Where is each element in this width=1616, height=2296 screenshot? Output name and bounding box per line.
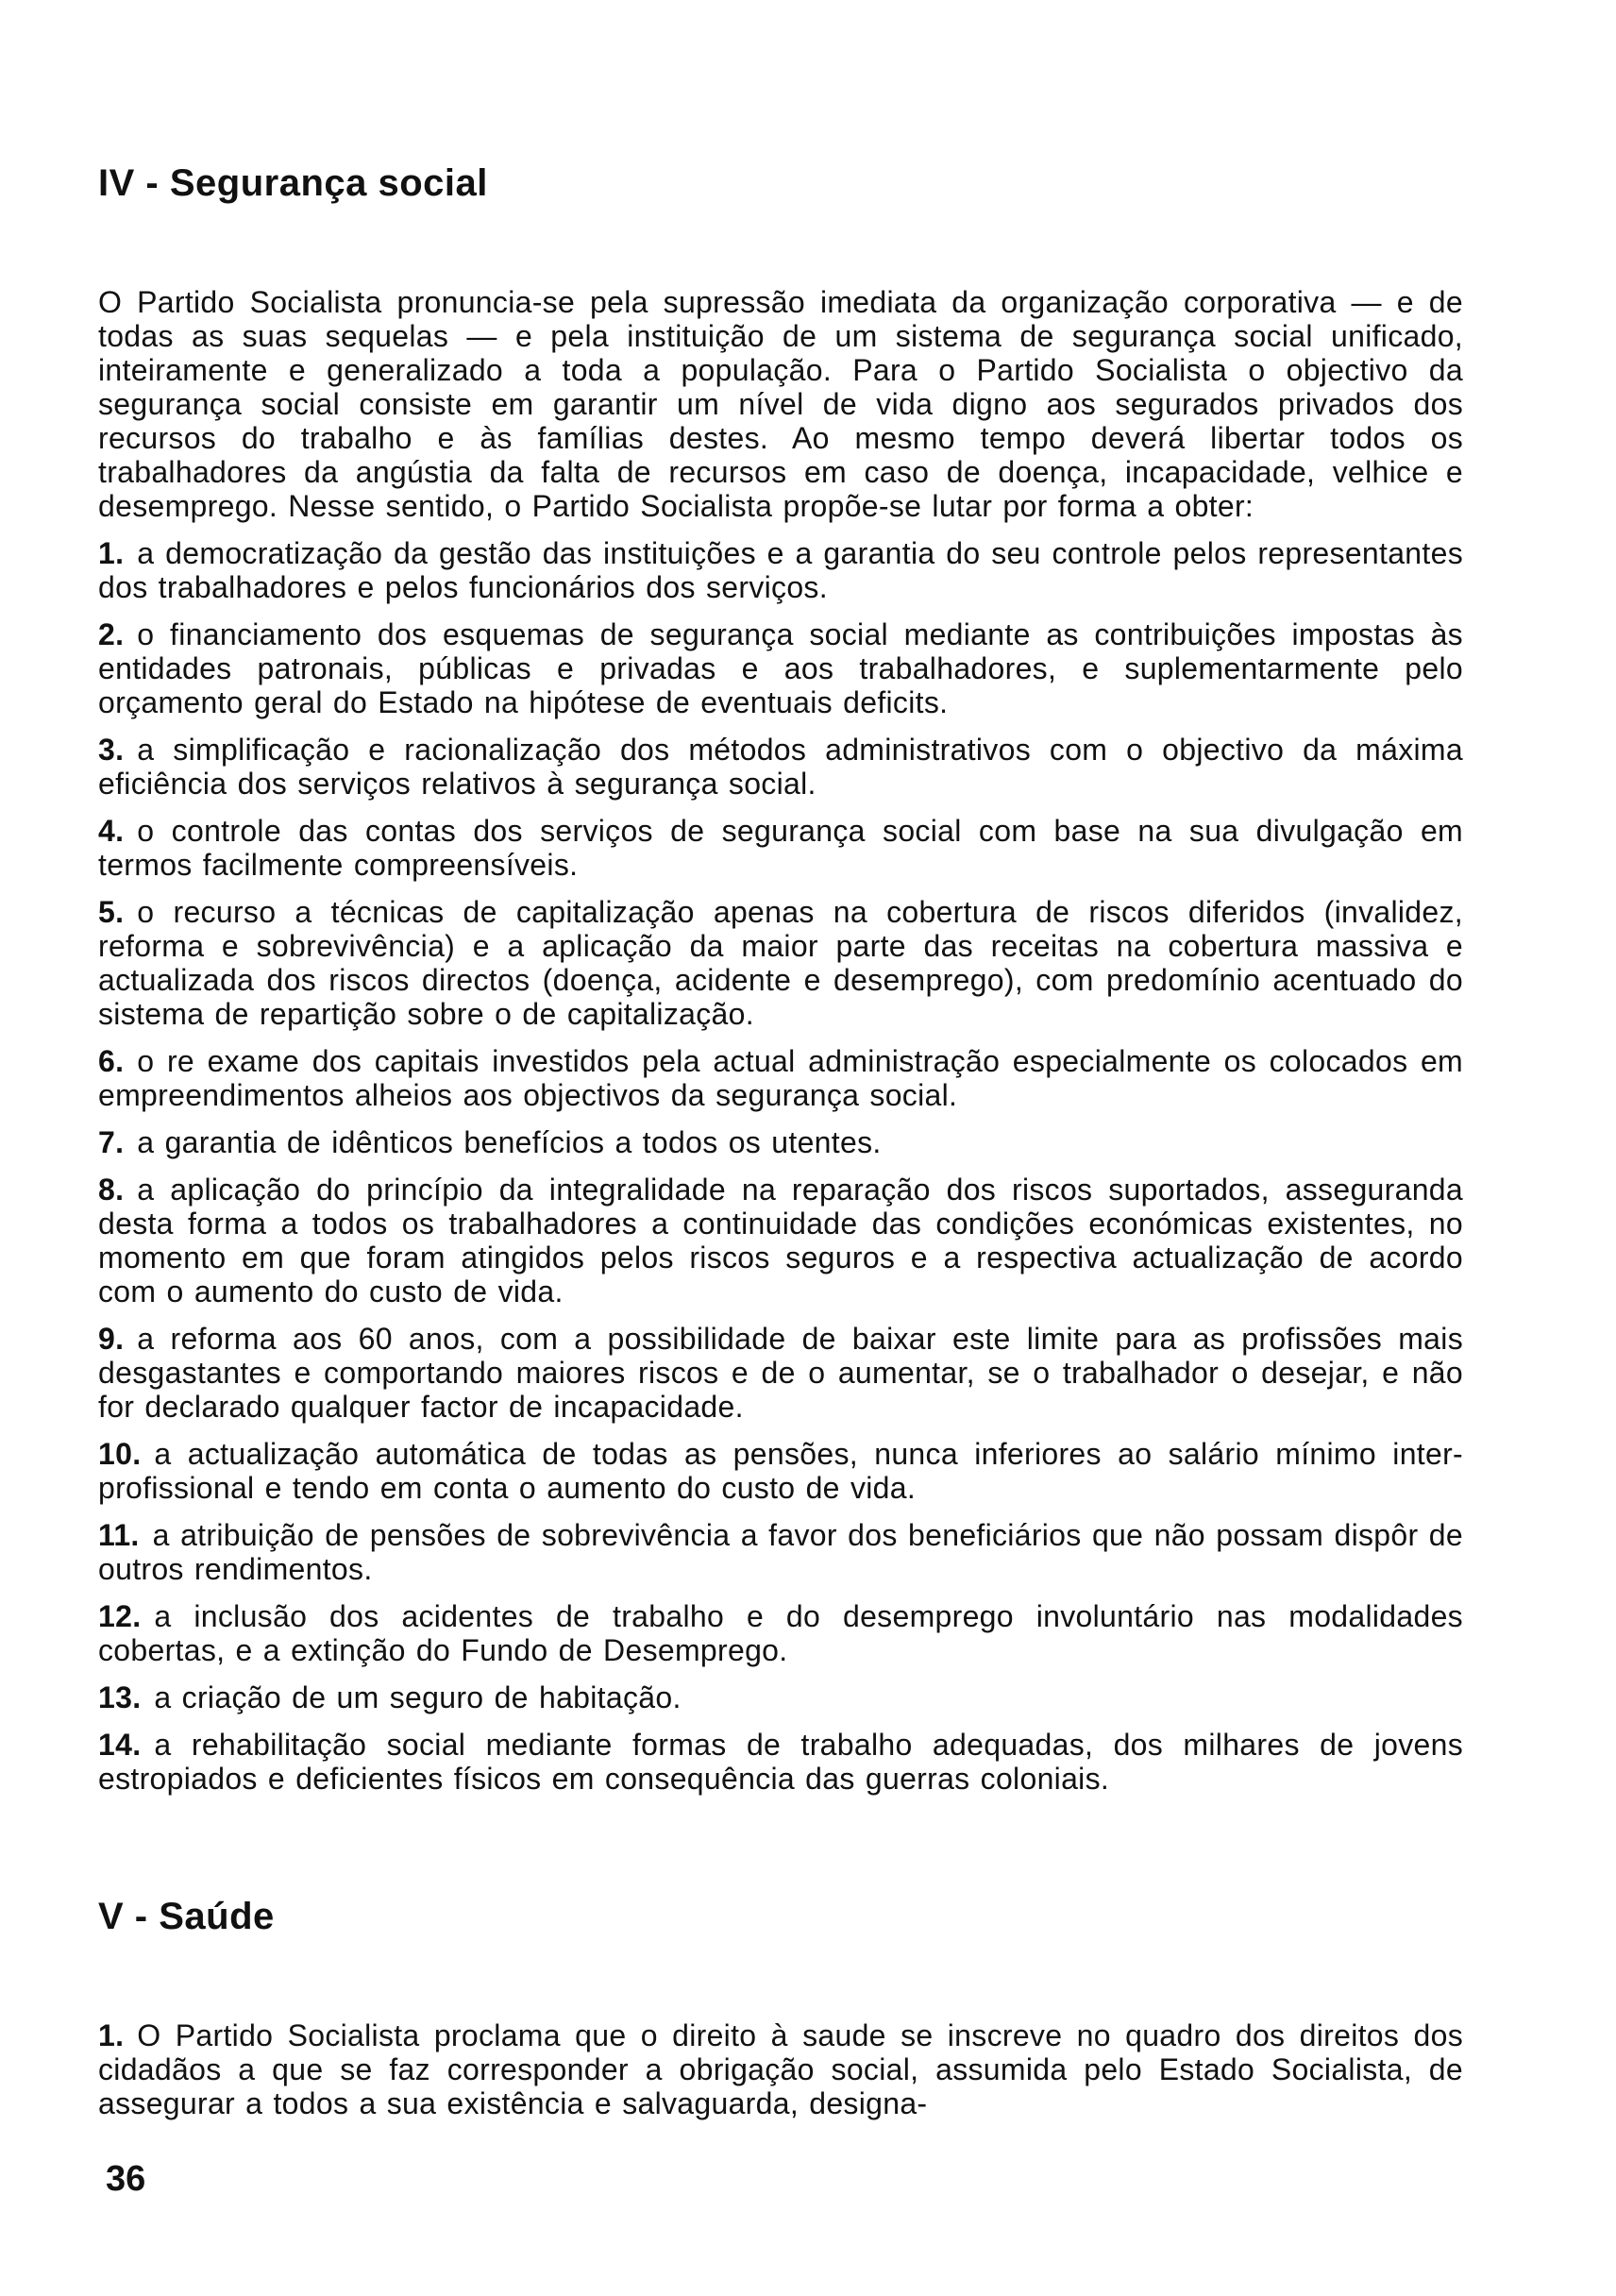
list-item: 8. a aplicação do princípio da integralidade na reparação dos riscos suportados, asseguranda desta forma a todos os trabalhadores a continuidade das condições económicas existentes, no momento em que foram atingidos pelos riscos seguros e a respectiva actualização de acordo com o aumento do custo de vida. — [98, 1173, 1463, 1308]
list-item: 13. a criação de um seguro de habitação. — [98, 1680, 682, 1714]
list-item: 2. o financiamento dos esquemas de segurança social mediante as contribuições impostas às entidades patronais, públicas e privadas e aos trabalhadores, e suplementarmente pelo orçamento geral do Estado na hipótese de eventuais deficits. — [98, 617, 1463, 719]
list-item: 3. a simplificação e racionalização dos métodos administrativos com o objectivo da máxima eficiência dos serviços relativos à segurança social. — [98, 733, 1463, 801]
list-item: 1. O Partido Socialista proclama que o direito à saude se inscreve no quadro dos direitos dos cidadãos a que se faz corresponder a obrigação social, assumida pelo Estado Socialista, de assegurar a todos a sua existência e salvaguarda, designa- — [98, 2018, 1463, 2120]
page-number: 36 — [106, 2159, 146, 2199]
seguranca-social-list — [98, 536, 1463, 1796]
list-item: 11. a atribuição de pensões de sobrevivência a favor dos beneficiários que não possam dispôr de outros rendimentos. — [98, 1518, 1463, 1586]
section-heading-saude: V - Saúde — [98, 1896, 275, 1937]
section-intro-paragraph: O Partido Socialista pronuncia-se pela supressão imediata da organização corporativa — e de todas as suas sequelas — e pela instituição de um sistema de segurança social unificado, inteiramente e generalizado a toda a população. Para o Partido Socialista o objectivo da segurança social consiste em garantir um nível de vida digno aos segurados privados dos recursos do trabalho e às famílias destes. Ao mesmo tempo deverá libertar todos os trabalhadores da angústia da falta de recursos em caso de doença, incapacidade, velhice e desemprego. Nesse sentido, o Partido Socialista propõe-se lutar por forma a obter: — [98, 285, 1463, 523]
list-item: 7. a garantia de idênticos benefícios a todos os utentes. — [98, 1125, 882, 1159]
list-item: 6. o re exame dos capitais investidos pela actual administração especialmente os colocados em empreendimentos alheios aos objectivos da segurança social. — [98, 1044, 1463, 1112]
list-item: 9. a reforma aos 60 anos, com a possibilidade de baixar este limite para as profissões mais desgastantes e comportando maiores riscos e de o aumentar, se o trabalhador o desejar, e não for declarado qualquer factor de incapacidade. — [98, 1322, 1463, 1424]
list-item: 5. o recurso a técnicas de capitalização apenas na cobertura de riscos diferidos (invalidez, reforma e sobrevivência) e a aplicação da maior parte das receitas na cobertura massiva e actualizada dos riscos directos (doença, acidente e desemprego), com predomínio acentuado do sistema de repartição sobre o de capitalização. — [98, 895, 1463, 1031]
saude-list — [98, 2018, 1463, 2120]
list-item: 4. o controle das contas dos serviços de segurança social com base na sua divulgação em termos facilmente compreensíveis. — [98, 814, 1463, 882]
list-item: 14. a rehabilitação social mediante formas de trabalho adequadas, dos milhares de jovens estropiados e deficientes físicos em consequência das guerras coloniais. — [98, 1728, 1463, 1796]
list-item: 1. a democratização da gestão das instituições e a garantia do seu controle pelos representantes dos trabalhadores e pelos funcionários dos serviços. — [98, 536, 1463, 604]
page-content — [98, 160, 1463, 2134]
list-item: 10. a actualização automática de todas as pensões, nunca inferiores ao salário mínimo inter-profissional e tendo em conta o aumento do custo de vida. — [98, 1437, 1463, 1505]
section-heading-seguranca-social: IV - Segurança social — [98, 162, 488, 204]
list-item: 12. a inclusão dos acidentes de trabalho e do desemprego involuntário nas modalidades cobertas, e a extinção do Fundo de Desemprego. — [98, 1599, 1463, 1667]
